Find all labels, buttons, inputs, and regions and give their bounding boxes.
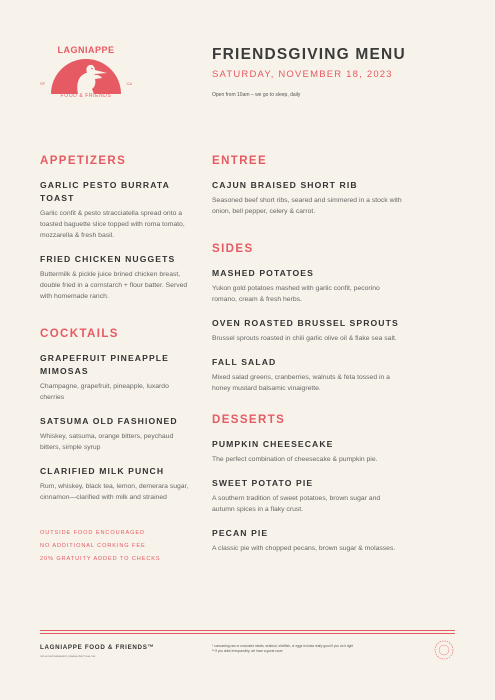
menu-header [212,46,472,98]
menu-item-name: OVEN ROASTED BRUSSEL SPROUTS [212,318,399,328]
footer-rule-top [40,630,455,631]
note-outside-food: OUTSIDE FOOD ENCOURAGED [40,530,145,536]
menu-item-description: Rum, whiskey, black tea, lemon, demerara sugar, cinnamon—clarified with milk and strained [40,483,189,501]
footer-disclaimers [212,644,353,654]
desserts-section [212,414,402,554]
footer-tagline: not a real restaurant, please don't sue me [40,654,96,658]
menu-item-name: GARLIC PESTO BURRATA TOAST [40,180,170,203]
menu-item-description: Mixed salad greens, cranberries, walnuts & feta tossed in a honey mustard balsamic vinaigrette. [212,374,390,392]
page-title: FRIENDSGIVING MENU [212,46,406,63]
menu-item-name: SWEET POTATO PIE [212,478,314,488]
note-gratuity: 20% GRATUITY ADDED TO CHECKS [40,556,161,562]
menu-item [212,267,402,305]
menu-item-name: SATSUMA OLD FASHIONED [40,416,178,426]
pelican-sun-icon [51,59,121,94]
brand-logo [30,45,142,105]
menu-item-name: MASHED POTATOES [212,268,314,278]
menu-item [40,179,190,241]
menu-item-name: FALL SALAD [212,357,277,367]
menu-item-description: Buttermilk & pickle juice brined chicken breast, double fried in a cornstarch + flour batter. Served with homemade ranch. [40,271,188,300]
menu-item-description: Whiskey, satsuma, orange bitters, peychaud bitters, simple syrup [40,433,174,451]
menu-item [40,253,190,302]
menu-item-description: Brussel sprouts roasted in chili garlic olive oil & flake sea salt. [212,335,397,342]
right-column [212,155,402,566]
logo-subtitle: FOOD & FRIENDS [60,93,112,99]
section-title: SIDES [212,243,254,255]
house-notes [40,530,161,569]
opening-hours: Open from 10am – we go to sleep, daily [212,92,301,98]
menu-item-description: The perfect combination of cheesecake & pumpkin pie. [212,456,378,463]
menu-item-name: CLARIFIED MILK PUNCH [40,466,165,476]
menu-item-name: PUMPKIN CHEESECAKE [212,439,334,449]
menu-item [40,415,190,453]
logo-right-mark: CA [126,81,132,86]
section-title: COCKTAILS [40,328,119,340]
appetizers-section [40,155,190,302]
menu-item-name: CAJUN BRAISED SHORT RIB [212,180,358,190]
section-title: ENTREE [212,155,268,167]
entree-section [212,155,402,217]
menu-item-name: FRIED CHICKEN NUGGETS [40,254,176,264]
menu-item [212,438,402,465]
menu-item [212,179,402,217]
menu-item-description: A classic pie with chopped pecans, brown sugar & molasses. [212,545,396,552]
logo-left-mark: SF [40,81,46,86]
menu-item [40,352,190,403]
footer-brand: LAGNIAPPE FOOD & FRIENDS™ [40,644,155,651]
menu-item-name: GRAPEFRUIT PINEAPPLE MIMOSAS [40,353,169,376]
section-title: APPETIZERS [40,155,127,167]
menu-item [40,465,190,503]
menu-item-description: Garlic confit & pesto stracciatella spread onto a toasted baguette slice topped with roma tomato, mozzarella & fresh basil. [40,210,185,239]
logo-name: LAGNIAPPE [57,45,115,55]
menu-item-description: Yukon gold potatoes mashed with garlic confit, pecorino romano, cream & fresh herbs. [212,285,380,303]
disclaimer-raw-food: * consuming raw or uncooked meats, seafood, shellfish, or eggs is kinda really good if you do it right [212,644,354,648]
menu-item-description: Champagne, grapefruit, pineapple, luxardo cherries [40,383,169,401]
circular-stamp-icon [434,640,454,660]
menu-item [212,356,402,394]
menu-item [212,477,402,515]
sides-section [212,243,402,394]
footer-rule-bottom [40,633,455,634]
menu-item-description: A southern tradition of sweet potatoes, brown sugar and autumn spices in a flaky crust. [212,495,381,513]
note-corking-fee: NO ADDITIONAL CORKING FEE [40,543,146,549]
menu-item [212,527,402,554]
menu-item [212,317,402,344]
disclaimer-drinking: ** if you drink irresponsibly, we have a guest room [212,649,283,653]
cocktails-section [40,328,190,503]
left-column [40,155,190,515]
section-title: DESSERTS [212,414,286,426]
event-date: SATURDAY, NOVEMBER 18, 2023 [212,69,393,80]
menu-item-name: PECAN PIE [212,528,269,538]
menu-item-description: Seasoned beef short ribs, seared and simmered in a stock with onion, bell pepper, celery & carrot. [212,197,402,215]
